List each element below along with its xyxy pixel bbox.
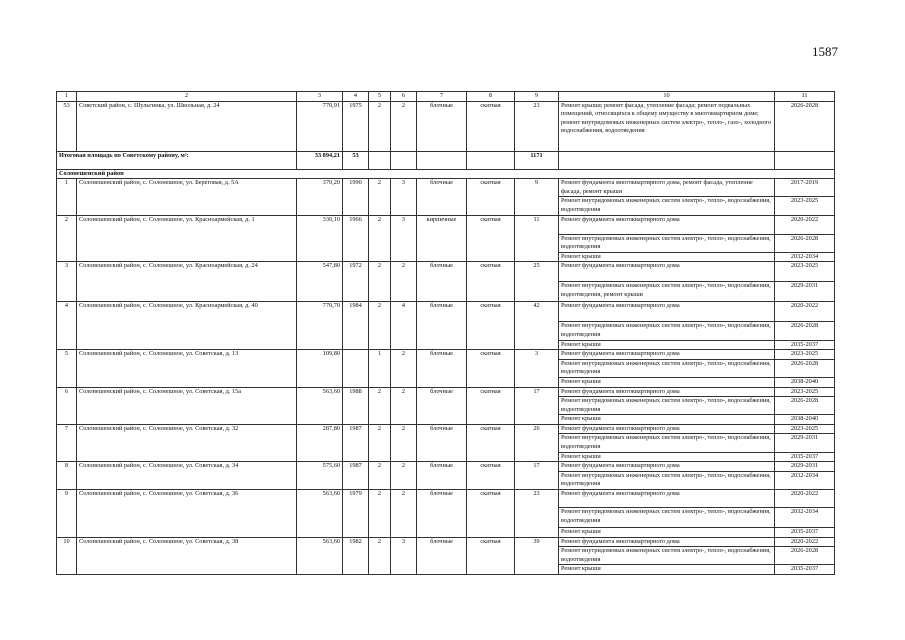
- roof-cell: скатная: [467, 302, 515, 350]
- works-cell: Ремонт крыши: [559, 528, 775, 538]
- row-number: 1: [57, 179, 77, 215]
- works-cell: Ремонт фундамента многоквартирного дома: [559, 462, 775, 472]
- works-cell: Ремонт внутридомовых инженерных систем электро-, тепло-, водоснабжения, водоотведения: [559, 434, 775, 452]
- column-number: 9: [515, 92, 559, 102]
- total-row: [57, 151, 835, 169]
- column9-cell: 17: [515, 462, 559, 490]
- period-cell: 2029-2031: [775, 282, 835, 302]
- column5-cell: 2: [369, 462, 391, 490]
- column-number: 2: [77, 92, 297, 102]
- works-cell: Ремонт крыши: [559, 565, 775, 575]
- column-number: 4: [343, 92, 369, 102]
- row-number: 10: [57, 537, 77, 574]
- table-row: [57, 350, 835, 360]
- period-cell: 2023-2025: [775, 197, 835, 215]
- column9-cell: 11: [515, 215, 559, 262]
- period-cell: 2026-2028: [775, 397, 835, 415]
- year-cell: 1984: [343, 302, 369, 350]
- row-number: 9: [57, 490, 77, 538]
- column6-cell: 4: [391, 302, 417, 350]
- walls-cell: блочные: [417, 462, 467, 490]
- area-cell: 575,60: [297, 462, 343, 490]
- period-cell: 2026-2028: [775, 359, 835, 377]
- area-cell: 563,60: [297, 537, 343, 574]
- works-cell: Ремонт крыши: [559, 452, 775, 462]
- roof-cell: скатная: [467, 215, 515, 262]
- table-row: [57, 179, 835, 197]
- works-cell: Ремонт крыши: [559, 252, 775, 262]
- column9-cell: 17: [515, 387, 559, 424]
- period-cell: 2026-2028: [775, 101, 835, 151]
- address-cell: Солонешенский район, с. Солонешное, ул. Советская, д. 15а: [77, 387, 297, 424]
- area-cell: 770,91: [297, 101, 343, 151]
- period-cell: 2035-2037: [775, 528, 835, 538]
- period-cell: 2020-2022: [775, 302, 835, 322]
- period-cell: 2026-2028: [775, 322, 835, 340]
- column-number: 8: [467, 92, 515, 102]
- walls-cell: блочные: [417, 262, 467, 302]
- address-cell: Солонешенский район, с. Солонешное, ул. Красноармейская, д. 40: [77, 302, 297, 350]
- area-cell: 109,80: [297, 350, 343, 387]
- works-cell: Ремонт фундамента многоквартирного дома: [559, 387, 775, 397]
- period-cell: 2029-2031: [775, 434, 835, 452]
- column6-cell: 2: [391, 387, 417, 424]
- roof-cell: скатная: [467, 424, 515, 461]
- period-cell: 2020-2022: [775, 215, 835, 234]
- period-cell: 2023-2025: [775, 387, 835, 397]
- total-area: 33 894,21: [297, 151, 343, 169]
- area-cell: 547,80: [297, 262, 343, 302]
- roof-cell: скатная: [467, 179, 515, 215]
- works-cell: Ремонт внутридомовых инженерных систем электро-, тепло-, водоснабжения, водоотведения: [559, 397, 775, 415]
- table-row: [57, 302, 835, 322]
- address-cell: Солонешенский район, с. Солонешное, ул. Советская, д. 38: [77, 537, 297, 574]
- roof-cell: скатная: [467, 262, 515, 302]
- works-cell: Ремонт внутридомовых инженерных систем электро-, тепло-, водоснабжения, водоотведения: [559, 197, 775, 215]
- column5-cell: 2: [369, 215, 391, 262]
- column6-cell: 2: [391, 350, 417, 387]
- walls-cell: блочные: [417, 537, 467, 574]
- address-cell: Советский район, с. Шульгинка, ул. Школьная, д. 24: [77, 101, 297, 151]
- works-cell: Ремонт внутридомовых инженерных систем электро-, тепло-, водоснабжения, водоотведения: [559, 322, 775, 340]
- period-cell: 2035-2037: [775, 340, 835, 350]
- roof-cell: скатная: [467, 537, 515, 574]
- column-number: 5: [369, 92, 391, 102]
- roof-cell: скатная: [467, 350, 515, 387]
- walls-cell: блочные: [417, 302, 467, 350]
- column9-cell: 23: [515, 490, 559, 538]
- column9-cell: 39: [515, 537, 559, 574]
- walls-cell: блочные: [417, 424, 467, 461]
- walls-cell: блочные: [417, 350, 467, 387]
- row-number: 8: [57, 462, 77, 490]
- period-cell: 2032-2034: [775, 508, 835, 528]
- period-cell: 2032-2034: [775, 252, 835, 262]
- walls-cell: блочные: [417, 179, 467, 215]
- column-number: 1: [57, 92, 77, 102]
- period-cell: 2035-2037: [775, 452, 835, 462]
- column9-cell: 25: [515, 262, 559, 302]
- column9-cell: 26: [515, 424, 559, 461]
- row-number: 4: [57, 302, 77, 350]
- year-cell: 1987: [343, 462, 369, 490]
- column5-cell: 2: [369, 101, 391, 151]
- roof-cell: скатная: [467, 101, 515, 151]
- period-cell: 2017-2019: [775, 179, 835, 197]
- column5-cell: 2: [369, 490, 391, 538]
- column6-cell: 3: [391, 179, 417, 215]
- works-cell: Ремонт крыши: [559, 377, 775, 387]
- works-cell: Ремонт фундамента многоквартирного дома: [559, 302, 775, 322]
- column6-cell: 2: [391, 424, 417, 461]
- table-row: [57, 537, 835, 547]
- column5-cell: 2: [369, 424, 391, 461]
- district-row: [57, 169, 835, 179]
- column5-cell: 2: [369, 537, 391, 574]
- address-cell: Солонешенский район, с. Солонешное, ул. Советская, д. 32: [77, 424, 297, 461]
- year-cell: 1987: [343, 424, 369, 461]
- column5-cell: 1: [369, 350, 391, 387]
- column5-cell: 2: [369, 387, 391, 424]
- works-cell: Ремонт внутридомовых инженерных систем электро-, тепло-, водоснабжения, водоотведения, ремонт крыши: [559, 282, 775, 302]
- column6-cell: 3: [391, 537, 417, 574]
- works-cell: Ремонт крыши; ремонт фасада, утепление фасада; ремонт подвальных помещений, относящихся к общему имуществу в многоквартирном доме; ремонт внутридомовых инженерных систем электро-, тепло-, газо-, холодного водоснабжения, водоотведения: [559, 101, 775, 151]
- walls-cell: блочные: [417, 490, 467, 538]
- year-cell: 1990: [343, 179, 369, 215]
- total-count: 53: [343, 151, 369, 169]
- column6-cell: 2: [391, 101, 417, 151]
- works-cell: Ремонт крыши: [559, 340, 775, 350]
- works-cell: Ремонт внутридомовых инженерных систем электро-, тепло-, водоснабжения, водоотведения: [559, 471, 775, 489]
- works-cell: Ремонт внутридомовых инженерных систем электро-, тепло-, водоснабжения, водоотведения: [559, 234, 775, 252]
- period-cell: 2026-2028: [775, 234, 835, 252]
- page-number: 1587: [812, 44, 838, 59]
- table-row: [57, 387, 835, 397]
- period-cell: 2029-2031: [775, 462, 835, 472]
- address-cell: Солонешенский район, с. Солонешное, ул. Красноармейская, д. 1: [77, 215, 297, 262]
- column-number: 3: [297, 92, 343, 102]
- table-row: [57, 215, 835, 234]
- period-cell: 2020-2022: [775, 490, 835, 508]
- address-cell: Солонешенский район, с. Солонешное, ул. Красноармейская, д. 24: [77, 262, 297, 302]
- period-cell: 2023-2025: [775, 350, 835, 360]
- column6-cell: 3: [391, 215, 417, 262]
- table-row: [57, 424, 835, 434]
- column5-cell: 2: [369, 179, 391, 215]
- works-cell: Ремонт крыши: [559, 415, 775, 425]
- table-row: [57, 490, 835, 508]
- column-number: 10: [559, 92, 775, 102]
- works-cell: Ремонт фундамента многоквартирного дома, ремонт фасада, утепление фасада, ремонт крыши: [559, 179, 775, 197]
- works-cell: Ремонт фундамента многоквартирного дома: [559, 262, 775, 282]
- year-cell: 1975: [343, 101, 369, 151]
- column6-cell: 2: [391, 490, 417, 538]
- year-cell: 1988: [343, 387, 369, 424]
- row-number: 7: [57, 424, 77, 461]
- column6-cell: 2: [391, 462, 417, 490]
- period-cell: 2038-2040: [775, 377, 835, 387]
- column-number: 6: [391, 92, 417, 102]
- district-heading: Солонешенский район: [57, 169, 835, 179]
- row-number: 2: [57, 215, 77, 262]
- row-number: 5: [57, 350, 77, 387]
- period-cell: 2026-2028: [775, 547, 835, 565]
- column5-cell: 2: [369, 302, 391, 350]
- row-number: 53: [57, 101, 77, 151]
- area-cell: 770,70: [297, 302, 343, 350]
- area-cell: 287,80: [297, 424, 343, 461]
- works-cell: Ремонт фундамента многоквартирного дома: [559, 424, 775, 434]
- works-cell: Ремонт внутридомовых инженерных систем электро-, тепло-, водоснабжения, водоотведения: [559, 508, 775, 528]
- works-cell: Ремонт фундамента многоквартирного дома: [559, 215, 775, 234]
- roof-cell: скатная: [467, 462, 515, 490]
- period-cell: 2032-2034: [775, 471, 835, 489]
- table-row: [57, 101, 835, 151]
- period-cell: 2020-2022: [775, 537, 835, 547]
- column-number: 7: [417, 92, 467, 102]
- address-cell: Солонешенский район, с. Солонешное, ул. Советская, д. 13: [77, 350, 297, 387]
- total-label: Итоговая площадь по Советскому району, м²:: [57, 151, 297, 169]
- column-number-row: [57, 92, 835, 102]
- roof-cell: скатная: [467, 490, 515, 538]
- column9-cell: 42: [515, 302, 559, 350]
- works-cell: Ремонт фундамента многоквартирного дома: [559, 537, 775, 547]
- works-cell: Ремонт внутридомовых инженерных систем электро-, тепло-, водоснабжения, водоотведения: [559, 547, 775, 565]
- column9-cell: 9: [515, 179, 559, 215]
- total-column9: 1171: [515, 151, 559, 169]
- area-cell: 330,10: [297, 215, 343, 262]
- row-number: 6: [57, 387, 77, 424]
- walls-cell: блочные: [417, 387, 467, 424]
- year-cell: 1972: [343, 262, 369, 302]
- area-cell: 563,60: [297, 490, 343, 538]
- period-cell: 2023-2025: [775, 262, 835, 282]
- roof-cell: скатная: [467, 387, 515, 424]
- column5-cell: 2: [369, 262, 391, 302]
- works-cell: Ремонт внутридомовых инженерных систем электро-, тепло-, водоснабжения, водоотведения: [559, 359, 775, 377]
- column-number: 11: [775, 92, 835, 102]
- address-cell: Солонешенский район, с. Солонешное, ул. Советская, д. 34: [77, 462, 297, 490]
- period-cell: 2038-2040: [775, 415, 835, 425]
- area-cell: 563,60: [297, 387, 343, 424]
- period-cell: 2035-2037: [775, 565, 835, 575]
- walls-cell: блочные: [417, 101, 467, 151]
- row-number: 3: [57, 262, 77, 302]
- table-row: [57, 262, 835, 282]
- works-cell: Ремонт фундамента многоквартирного дома: [559, 350, 775, 360]
- walls-cell: кирпичные: [417, 215, 467, 262]
- year-cell: 1979: [343, 490, 369, 538]
- works-cell: Ремонт фундамента многоквартирного дома: [559, 490, 775, 508]
- area-cell: 370,20: [297, 179, 343, 215]
- address-cell: Солонешенский район, с. Солонешное, ул. Советская, д. 36: [77, 490, 297, 538]
- column9-cell: 23: [515, 101, 559, 151]
- table-row: [57, 462, 835, 472]
- period-cell: 2023-2025: [775, 424, 835, 434]
- year-cell: 1966: [343, 215, 369, 262]
- year-cell: [343, 350, 369, 387]
- capital-repair-table: [56, 91, 835, 575]
- address-cell: Солонешенский район, с. Солонешное, ул. Береговая, д. 5А: [77, 179, 297, 215]
- column9-cell: 3: [515, 350, 559, 387]
- column6-cell: 2: [391, 262, 417, 302]
- year-cell: 1982: [343, 537, 369, 574]
